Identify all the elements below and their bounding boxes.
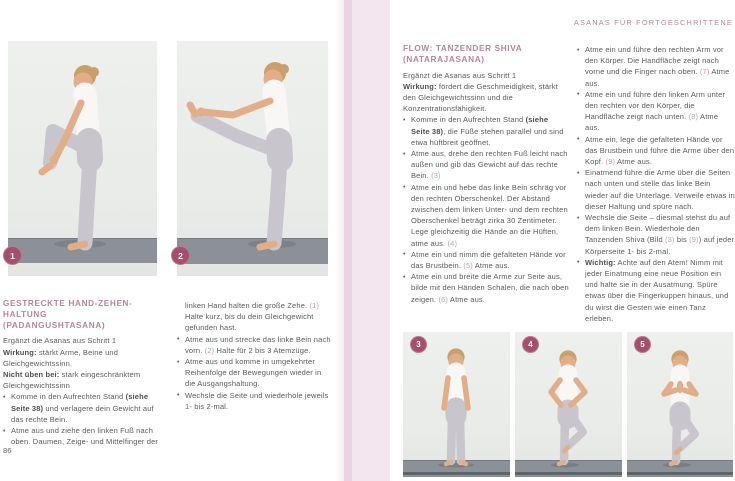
- pose-title: [3, 299, 166, 331]
- body-text: Atme aus.: [472, 261, 510, 271]
- figure-ref: (2): [204, 345, 215, 355]
- right-text-column-2: [577, 44, 735, 324]
- instruction-item: [177, 334, 332, 356]
- figure-ref: (1): [309, 301, 320, 310]
- flow-intro: Ergänzt die Asanas aus Schritt 1: [403, 70, 517, 80]
- figure-ref: (4): [447, 238, 458, 248]
- figure-ref: (7): [699, 67, 710, 77]
- instruction-text: [411, 272, 569, 303]
- bold-text: (siehe Seite 38): [411, 115, 549, 136]
- gutter-edge-strip: [344, 0, 352, 481]
- yoga-figure-standing-front: [403, 332, 510, 477]
- instruction-list: [177, 334, 332, 412]
- figure-ref: (8): [688, 112, 699, 122]
- body-text: Atme ein und führe den linken Arm unter den rechten vor den Körper, die Handfläche zeigt nach unten.: [585, 89, 726, 122]
- yoga-figure-prayer-hands: [627, 332, 733, 477]
- bullet-icon: •: [403, 251, 406, 259]
- left-text-column-1: [3, 299, 166, 447]
- instruction-item: [577, 44, 735, 89]
- body-text: Komme in den Aufrechten Stand: [411, 115, 526, 125]
- instruction-item: [403, 271, 569, 305]
- step-badge-3: [410, 336, 427, 353]
- instruction-item: [403, 182, 569, 249]
- instruction-item: [3, 425, 166, 447]
- pose-intro: Ergänzt die Asanas aus Schritt 1: [3, 336, 117, 346]
- step-badge-number: 5: [640, 340, 645, 349]
- instruction-list: [577, 44, 735, 324]
- page-fold-shadow: [336, 0, 344, 481]
- bullet-icon: •: [403, 150, 406, 158]
- pose-photo-5: [627, 332, 733, 477]
- bullet-icon: •: [577, 214, 580, 222]
- body-text: Atme aus.: [615, 157, 653, 167]
- instruction-item: [577, 134, 735, 168]
- bullet-icon: •: [403, 273, 406, 281]
- bullet-icon: •: [577, 91, 580, 99]
- body-text: Komme in den Aufrechten Stand: [11, 392, 126, 402]
- instruction-text: [411, 115, 564, 146]
- bullet-icon: •: [577, 136, 580, 144]
- instruction-item: [177, 356, 332, 390]
- yoga-figure-hands-on-hips: [515, 332, 622, 477]
- instruction-item: [403, 148, 569, 182]
- instruction-text: [185, 335, 331, 355]
- figure-ref: (6): [438, 294, 449, 304]
- left-text-column-2: [177, 300, 332, 412]
- instruction-list: [3, 391, 166, 447]
- bold-text: (siehe Seite 38): [11, 392, 149, 413]
- bold-text: Wirkung:: [403, 81, 437, 91]
- figure-ref: (3): [431, 171, 441, 181]
- pose-photo-2: [177, 41, 328, 276]
- body-text: Atme aus.: [448, 294, 486, 304]
- body-text: Atme aus und strecke das linke Bein nach vorn.: [185, 334, 331, 355]
- figure-ref: (9): [605, 157, 616, 167]
- pose-photo-3: [403, 332, 510, 477]
- contraindication-paragraph: [3, 369, 166, 391]
- bullet-icon: •: [403, 184, 406, 192]
- pose-photo-4: [515, 332, 622, 477]
- yoga-figure-leg-extended-side: [177, 41, 328, 276]
- bullet-icon: •: [177, 358, 180, 366]
- right-text-column-1: [403, 44, 569, 305]
- body-text: Einatmend führe die Arme über die Seiten nach unten und stelle das linke Bein wieder auf die Unterlage. Verweile etwas in dieser Haltung und spüre nach.: [585, 168, 735, 211]
- effect-paragraph: [3, 347, 166, 369]
- flow-title-line1: FLOW: TANZENDER SHIVA: [403, 44, 523, 53]
- instruction-text: [185, 391, 328, 411]
- body-text: Atme aus, drehe den rechten Fuß leicht nach außen und gib das Gewicht auf das rechte Bein.: [411, 149, 568, 181]
- body-text: Atme aus.: [585, 67, 730, 88]
- body-text: stärkt Arme, Beine und Gleichgewichtssinn.: [3, 347, 119, 368]
- body-text: Atme aus.: [585, 112, 719, 133]
- instruction-text: [585, 258, 728, 323]
- bullet-icon: •: [577, 169, 580, 177]
- step-badge-2: [171, 246, 190, 265]
- effect-paragraph: [403, 81, 569, 115]
- body-text: Wechsle die Seite – diesmal stehst du auf dem linken Bein. Wiederhole den Tanzenden Shiva (Bild: [585, 213, 731, 245]
- bullet-icon: •: [177, 336, 180, 344]
- body-text: Achte auf den Atem! Nimm mit jeder Einatmung eine neue Position ein und halte sie in der Ausatmung. Spüre etwas über die Fingerkuppen hinaus, und du wirst die Gesten wie einen Tanz erleben.: [585, 257, 729, 323]
- body-text: Halte kurz, bis du dein Gleichgewicht gefunden hast.: [185, 312, 314, 333]
- instruction-text: [585, 45, 729, 88]
- step-badge-number: 4: [528, 340, 533, 349]
- body-text: linken Hand halten die große Zehe.: [185, 301, 310, 310]
- bullet-icon: •: [3, 393, 6, 401]
- instruction-item: [403, 114, 569, 148]
- instruction-text: [411, 250, 566, 270]
- body-text: Atme aus und komme in umgekehrter Reihenfolge der Bewegungen wieder in die Ausgangshaltung.: [185, 357, 322, 389]
- figure-ref: (5): [463, 261, 473, 271]
- pose-title-line2: (PADANGUSHTASANA): [3, 320, 106, 330]
- body-text: bis: [674, 235, 690, 245]
- instruction-item: [577, 89, 735, 134]
- step-badge-number: 2: [178, 250, 183, 261]
- step-badge-number: 3: [416, 340, 421, 349]
- instruction-text: [411, 183, 568, 248]
- body-text: Atme aus und ziehe den linken Fuß nach oben. Daumen, Zeige- und Mittelfinger der: [11, 426, 159, 447]
- body-text: Atme ein und breite die Arme zur Seite aus, bilde mit den Händen Schalen, die nach oben zeigen.: [411, 272, 569, 304]
- instruction-text: [585, 135, 734, 166]
- instruction-text: [185, 357, 321, 388]
- instruction-text: [585, 213, 734, 256]
- body-text: und verlagere dein Gewicht auf das rechte Bein.: [11, 403, 154, 424]
- body-text: Atme ein und nimm die gefalteten Hände vor das Brustbein.: [411, 249, 566, 271]
- body-text: Atme ein und hebe das linke Bein schräg vor den rechten Oberschenkel. Der Abstand zwischen dem linken Unter- und dem rechten Oberschenkel beträgt zirka 30 Zentimeter. Lege gleichzeitig die Hände an die Hüften, atme aus.: [411, 182, 568, 248]
- bullet-icon: •: [3, 427, 6, 435]
- instruction-item: [403, 249, 569, 271]
- figure-ref: (9): [689, 235, 699, 245]
- instruction-item: [577, 257, 735, 324]
- instruction-text: [585, 168, 735, 211]
- body-text: Atme ein, lege die gefalteten Hände vor das Brustbein und führe die Arme über den Kopf.: [585, 134, 735, 167]
- body-text: Halte für 2 bis 3 Atemzüge.: [214, 345, 311, 355]
- body-text: Wechsle die Seite und wiederhole jeweils 1- bis 2-mal.: [185, 390, 329, 411]
- body-text: fördert die Geschmeidigkeit, stärkt den Gleichgewichtssinn und die Konzentrationsfähigkeit.: [403, 81, 558, 114]
- instruction-list: [403, 114, 569, 304]
- body-text: ) auf jeder Körperseite 1- bis 2-mal.: [585, 235, 735, 256]
- bullet-icon: •: [577, 46, 580, 54]
- body-text: Atme ein und führe den rechten Arm vor den Körper. Die Handfläche zeigt nach vorne und die Finger nach oben.: [585, 45, 724, 77]
- pose-title-line1: GESTRECKTE HAND-ZEHEN-HALTUNG: [3, 299, 133, 319]
- step-badge-1: [3, 246, 22, 265]
- instruction-text: [11, 392, 154, 423]
- instruction-item: [3, 391, 166, 425]
- bold-text: Wichtig:: [585, 257, 616, 267]
- flow-title-line2: (NATARAJASANA): [403, 54, 485, 64]
- body-text: stark eingeschränktem Gleichgewichtssinn: [3, 370, 141, 391]
- running-header: ASANAS FÜR FORTGESCHRITTENE: [573, 18, 733, 27]
- step-badge-4: [522, 336, 539, 353]
- yoga-figure-knee-raised-side: [8, 41, 157, 276]
- flow-title: [403, 44, 569, 66]
- bullet-icon: •: [403, 116, 406, 124]
- instruction-text: [411, 149, 568, 180]
- instruction-item: [177, 390, 332, 412]
- bullet-icon: •: [577, 259, 580, 267]
- figure-ref: (3): [665, 235, 675, 245]
- instruction-item: [577, 167, 735, 212]
- gutter-pink-band: [352, 0, 390, 481]
- bold-text: Nicht üben bei:: [3, 370, 60, 379]
- bold-text: Wirkung:: [3, 347, 37, 357]
- instruction-text: [11, 426, 158, 446]
- bullet-icon: •: [177, 392, 180, 400]
- step-badge-number: 1: [10, 250, 15, 261]
- continuation-paragraph: [177, 300, 332, 334]
- page-number: 86: [3, 446, 12, 455]
- body-text: , die Füße stehen parallel und sind etwa hüftbreit geöffnet.: [411, 126, 564, 147]
- step-badge-5: [634, 336, 651, 353]
- instruction-text: [585, 90, 725, 133]
- instruction-item: [577, 212, 735, 257]
- pose-photo-1: [8, 41, 157, 276]
